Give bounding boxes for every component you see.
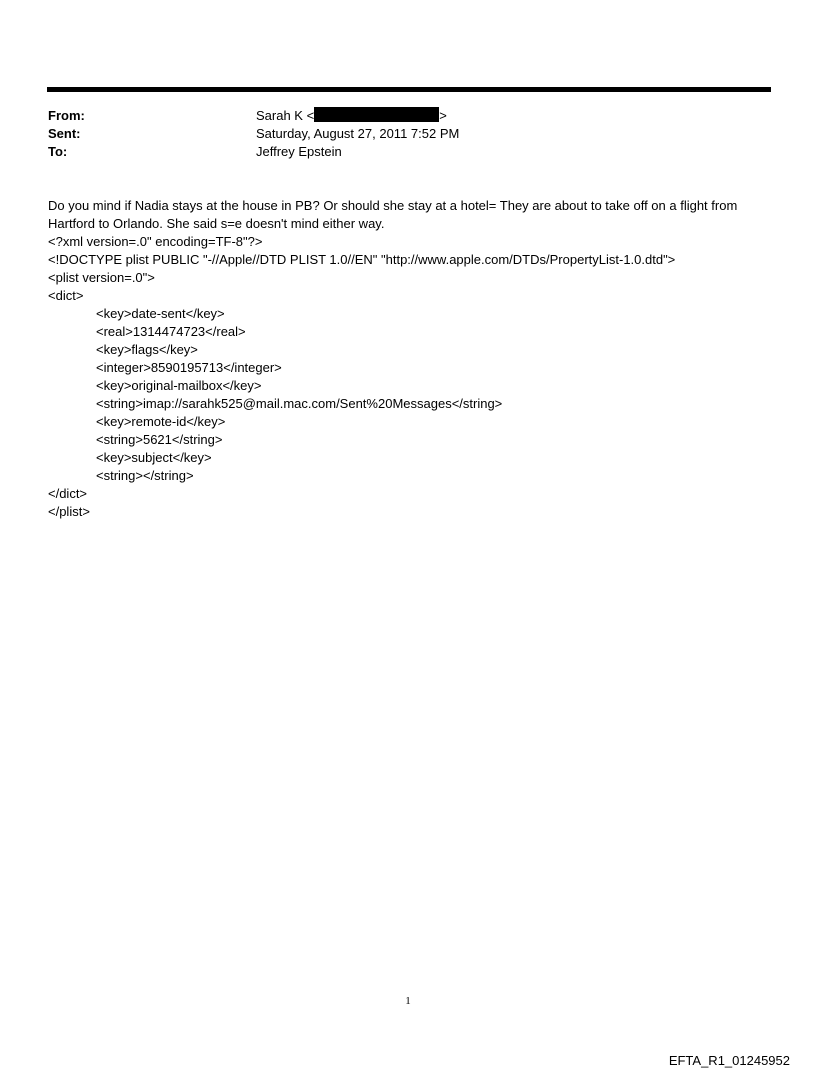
- xml-line: <real>1314474723</real>: [96, 324, 246, 339]
- xml-line: <!DOCTYPE plist PUBLIC "-//Apple//DTD PLIST 1.0//EN" "http://www.apple.com/DTDs/PropertyList-1.0.dtd">: [48, 252, 676, 267]
- sent-label: Sent:: [48, 126, 81, 141]
- email-body: [48, 197, 768, 521]
- xml-line: <plist version=.0">: [48, 270, 155, 285]
- xml-line: </plist>: [48, 504, 90, 519]
- xml-line: </dict>: [48, 486, 88, 501]
- xml-line: <key>flags</key>: [96, 342, 198, 357]
- to-label: To:: [48, 144, 68, 159]
- xml-line: <key>remote-id</key>: [96, 414, 226, 429]
- sent-value: Saturday, August 27, 2011 7:52 PM: [256, 126, 460, 141]
- xml-line: <dict>: [48, 288, 84, 303]
- xml-line: <integer>8590195713</integer>: [96, 360, 282, 375]
- xml-line: <string>5621</string>: [96, 432, 223, 447]
- redaction-block: [314, 107, 439, 122]
- document-id: EFTA_R1_01245952: [668, 1053, 790, 1068]
- to-value: Jeffrey Epstein: [256, 144, 342, 159]
- xml-line: <key>date-sent</key>: [96, 306, 225, 321]
- xml-line: <string></string>: [96, 468, 194, 483]
- from-sender-name: Sarah K <: [256, 108, 315, 123]
- xml-line: <?xml version=.0" encoding=TF-8"?>: [48, 234, 263, 249]
- page-number: 1: [405, 995, 411, 1007]
- body-paragraph: Do you mind if Nadia stays at the house in PB? Or should she stay at a hotel= They are about to take off on a flight from Hartford to Orlando. She said s=e doesn't mind either way.: [48, 198, 738, 231]
- xml-line: <key>subject</key>: [96, 450, 212, 465]
- from-bracket-close: >: [439, 108, 447, 123]
- header-rule: [47, 87, 771, 92]
- from-label: From:: [48, 108, 85, 123]
- xml-line: <string>imap://sarahk525@mail.mac.com/Sent%20Messages</string>: [96, 396, 503, 411]
- from-value: [256, 107, 447, 125]
- xml-line: <key>original-mailbox</key>: [96, 378, 262, 393]
